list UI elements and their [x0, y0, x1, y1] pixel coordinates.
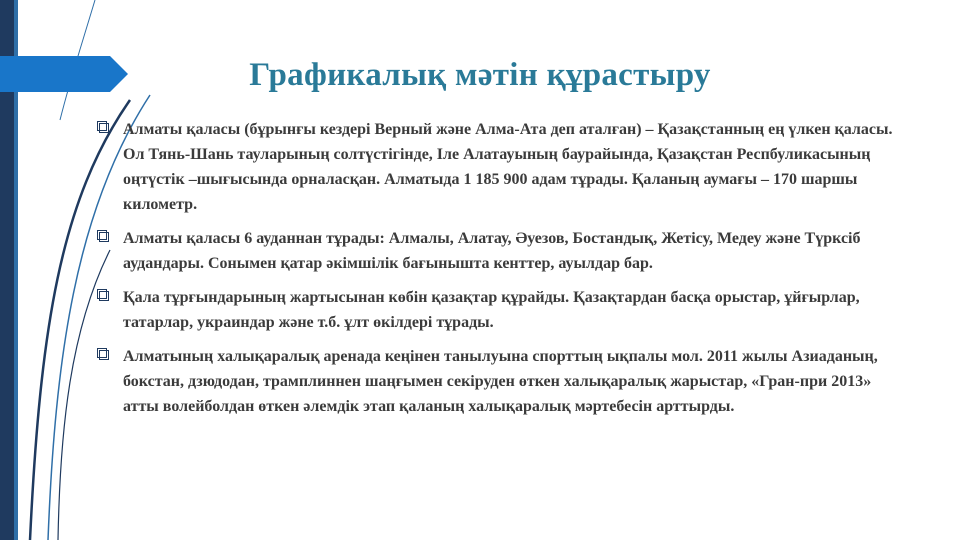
slide-title: Графикалық мәтін құрастыру	[249, 57, 711, 93]
checkbox-bullet-icon	[96, 229, 110, 243]
bullet-text: Алматы қаласы (бұрынғы кездері Верный және Алма-Ата деп аталған) – Қазақстанның ең үлкен қаласы. Ол Тянь-Шань тауларының солтүстігінде, Іле Алатауының баурайында, Қазақстан Респбуликасының оңтүстік –шығысында орналасқан. Алматыда 1 185 900 адам тұрады. Қаланың аумағы – 170 шаршы километр.	[123, 121, 893, 213]
bullet-item	[96, 285, 906, 335]
bullet-item	[96, 226, 906, 276]
checkbox-bullet-icon	[96, 347, 110, 361]
bullet-text: Алматы қаласы 6 ауданнан тұрады: Алмалы, Алатау, Әуезов, Бостандық, Жетісу, Медеу және Түрксіб аудандары. Сонымен қатар әкімшілік бағынышта кенттер, ауылдар бар.	[123, 230, 861, 272]
bullet-item	[96, 117, 906, 217]
bullet-text: Алматының халықаралық аренада кеңінен танылуына спорттың ықпалы мол. 2011 жылы Азиаданың, бокстан, дзюдодан, трамплиннен шаңғымен секіруден өткен халықаралық жарыстар, «Гран-при 2013» атты волейболдан өткен әлемдік этап қаланың халықаралық мәртебесін арттырды.	[123, 348, 878, 415]
checkbox-bullet-icon	[96, 288, 110, 302]
checkbox-bullet-icon	[96, 120, 110, 134]
bullet-list	[96, 117, 906, 428]
bullet-text: Қала тұрғындарының жартысынан көбін қазақтар құрайды. Қазақтардан басқа орыстар, ұйғырлар, татарлар, украиндар және т.б. ұлт өкілдері тұрады.	[123, 289, 860, 331]
bullet-item	[96, 344, 906, 419]
